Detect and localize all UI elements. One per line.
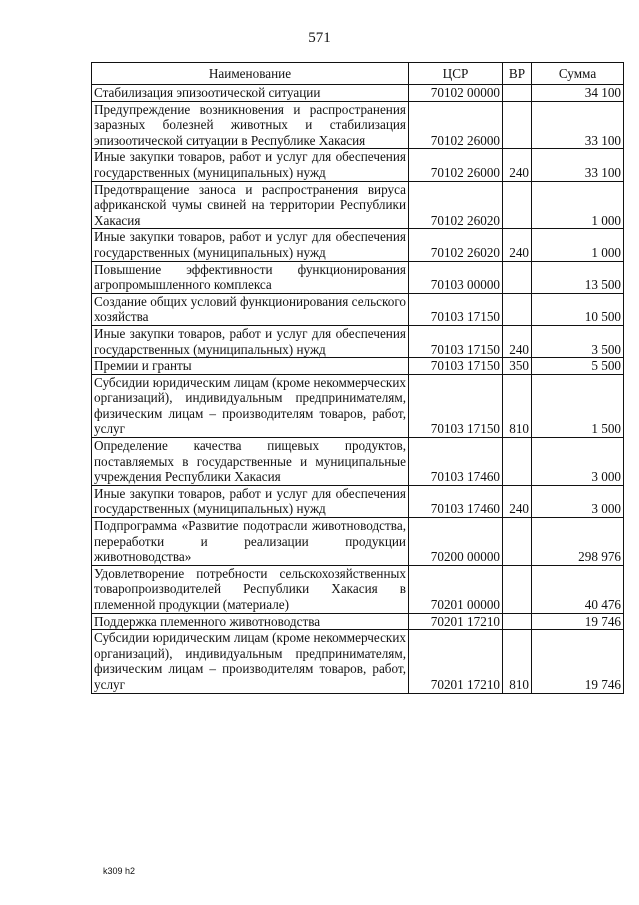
table-row — [92, 261, 624, 293]
row-sum: 1 000 — [532, 229, 624, 261]
row-name: Иные закупки товаров, работ и услуг для обеспечения государственных (муниципальных) нужд — [92, 229, 409, 261]
row-name: Иные закупки товаров, работ и услуг для обеспечения государственных (муниципальных) нужд — [92, 325, 409, 357]
table-row — [92, 565, 624, 613]
table-row — [92, 613, 624, 630]
budget-table — [91, 62, 624, 694]
row-csr: 70103 00000 — [409, 261, 503, 293]
table-row — [92, 325, 624, 357]
row-csr: 70201 00000 — [409, 565, 503, 613]
row-vr — [503, 181, 532, 229]
row-name: Предупреждение возникновения и распространения заразных болезней животных и стабилизация эпизоотической ситуации в Республике Хакасия — [92, 101, 409, 149]
row-vr: 240 — [503, 325, 532, 357]
row-csr: 70102 26000 — [409, 149, 503, 181]
row-sum: 33 100 — [532, 149, 624, 181]
row-name: Стабилизация эпизоотической ситуации — [92, 85, 409, 102]
row-sum: 40 476 — [532, 565, 624, 613]
header-name: Наименование — [92, 63, 409, 85]
row-csr: 70102 00000 — [409, 85, 503, 102]
row-csr: 70102 26020 — [409, 181, 503, 229]
row-name: Предотвращение заноса и распространения вируса африканской чумы свиней на территории Республики Хакасия — [92, 181, 409, 229]
row-vr — [503, 565, 532, 613]
row-vr — [503, 293, 532, 325]
row-vr: 810 — [503, 630, 532, 693]
row-csr: 70103 17150 — [409, 374, 503, 437]
row-name: Иные закупки товаров, работ и услуг для обеспечения государственных (муниципальных) нужд — [92, 149, 409, 181]
table-header-row — [92, 63, 624, 85]
row-sum: 3 000 — [532, 438, 624, 486]
row-vr: 240 — [503, 229, 532, 261]
table-row — [92, 485, 624, 517]
row-csr: 70103 17460 — [409, 485, 503, 517]
row-csr: 70102 26000 — [409, 101, 503, 149]
row-sum: 1 000 — [532, 181, 624, 229]
table-row — [92, 85, 624, 102]
row-vr: 240 — [503, 485, 532, 517]
row-vr — [503, 101, 532, 149]
row-sum: 34 100 — [532, 85, 624, 102]
row-vr — [503, 518, 532, 566]
row-sum: 13 500 — [532, 261, 624, 293]
row-name: Определение качества пищевых продуктов, поставляемых в государственные и муниципальные учреждения Республики Хакасия — [92, 438, 409, 486]
row-name: Субсидии юридическим лицам (кроме некоммерческих организаций), индивидуальным предпринимателям, физическим лицам – производителям товаров, работ, услуг — [92, 374, 409, 437]
row-sum: 10 500 — [532, 293, 624, 325]
row-name: Повышение эффективности функционирования агропромышленного комплекса — [92, 261, 409, 293]
row-name: Поддержка племенного животноводства — [92, 613, 409, 630]
table-row — [92, 181, 624, 229]
table-body — [92, 85, 624, 694]
row-sum: 298 976 — [532, 518, 624, 566]
row-csr: 70103 17150 — [409, 293, 503, 325]
header-sum: Сумма — [532, 63, 624, 85]
row-vr — [503, 438, 532, 486]
footer-code: k309 h2 — [103, 866, 136, 876]
row-sum: 33 100 — [532, 101, 624, 149]
row-csr: 70200 00000 — [409, 518, 503, 566]
row-sum: 1 500 — [532, 374, 624, 437]
row-name: Премии и гранты — [92, 358, 409, 375]
table-row — [92, 358, 624, 375]
row-sum: 19 746 — [532, 613, 624, 630]
row-vr: 810 — [503, 374, 532, 437]
table-row — [92, 149, 624, 181]
row-vr — [503, 261, 532, 293]
row-csr: 70102 26020 — [409, 229, 503, 261]
row-vr — [503, 85, 532, 102]
row-csr: 70103 17150 — [409, 358, 503, 375]
table-row — [92, 630, 624, 693]
row-name: Создание общих условий функционирования сельского хозяйства — [92, 293, 409, 325]
row-csr: 70103 17460 — [409, 438, 503, 486]
row-name: Удовлетворение потребности сельскохозяйственных товаропроизводителей Республики Хакасия в племенной продукции (материале) — [92, 565, 409, 613]
table-row — [92, 518, 624, 566]
header-csr: ЦСР — [409, 63, 503, 85]
row-sum: 19 746 — [532, 630, 624, 693]
row-csr: 70103 17150 — [409, 325, 503, 357]
table-row — [92, 374, 624, 437]
page-number: 571 — [308, 30, 331, 46]
row-name: Субсидии юридическим лицам (кроме некоммерческих организаций), индивидуальным предпринимателям, физическим лицам – производителям товаров, работ, услуг — [92, 630, 409, 693]
table-row — [92, 438, 624, 486]
table-row — [92, 229, 624, 261]
row-vr: 350 — [503, 358, 532, 375]
row-csr: 70201 17210 — [409, 630, 503, 693]
row-vr: 240 — [503, 149, 532, 181]
header-vr: ВР — [503, 63, 532, 85]
row-sum: 3 000 — [532, 485, 624, 517]
row-name: Подпрограмма «Развитие подотрасли животноводства, переработки и реализации продукции животноводства» — [92, 518, 409, 566]
row-name: Иные закупки товаров, работ и услуг для обеспечения государственных (муниципальных) нужд — [92, 485, 409, 517]
table-row — [92, 101, 624, 149]
row-sum: 5 500 — [532, 358, 624, 375]
row-csr: 70201 17210 — [409, 613, 503, 630]
row-sum: 3 500 — [532, 325, 624, 357]
row-vr — [503, 613, 532, 630]
table-row — [92, 293, 624, 325]
